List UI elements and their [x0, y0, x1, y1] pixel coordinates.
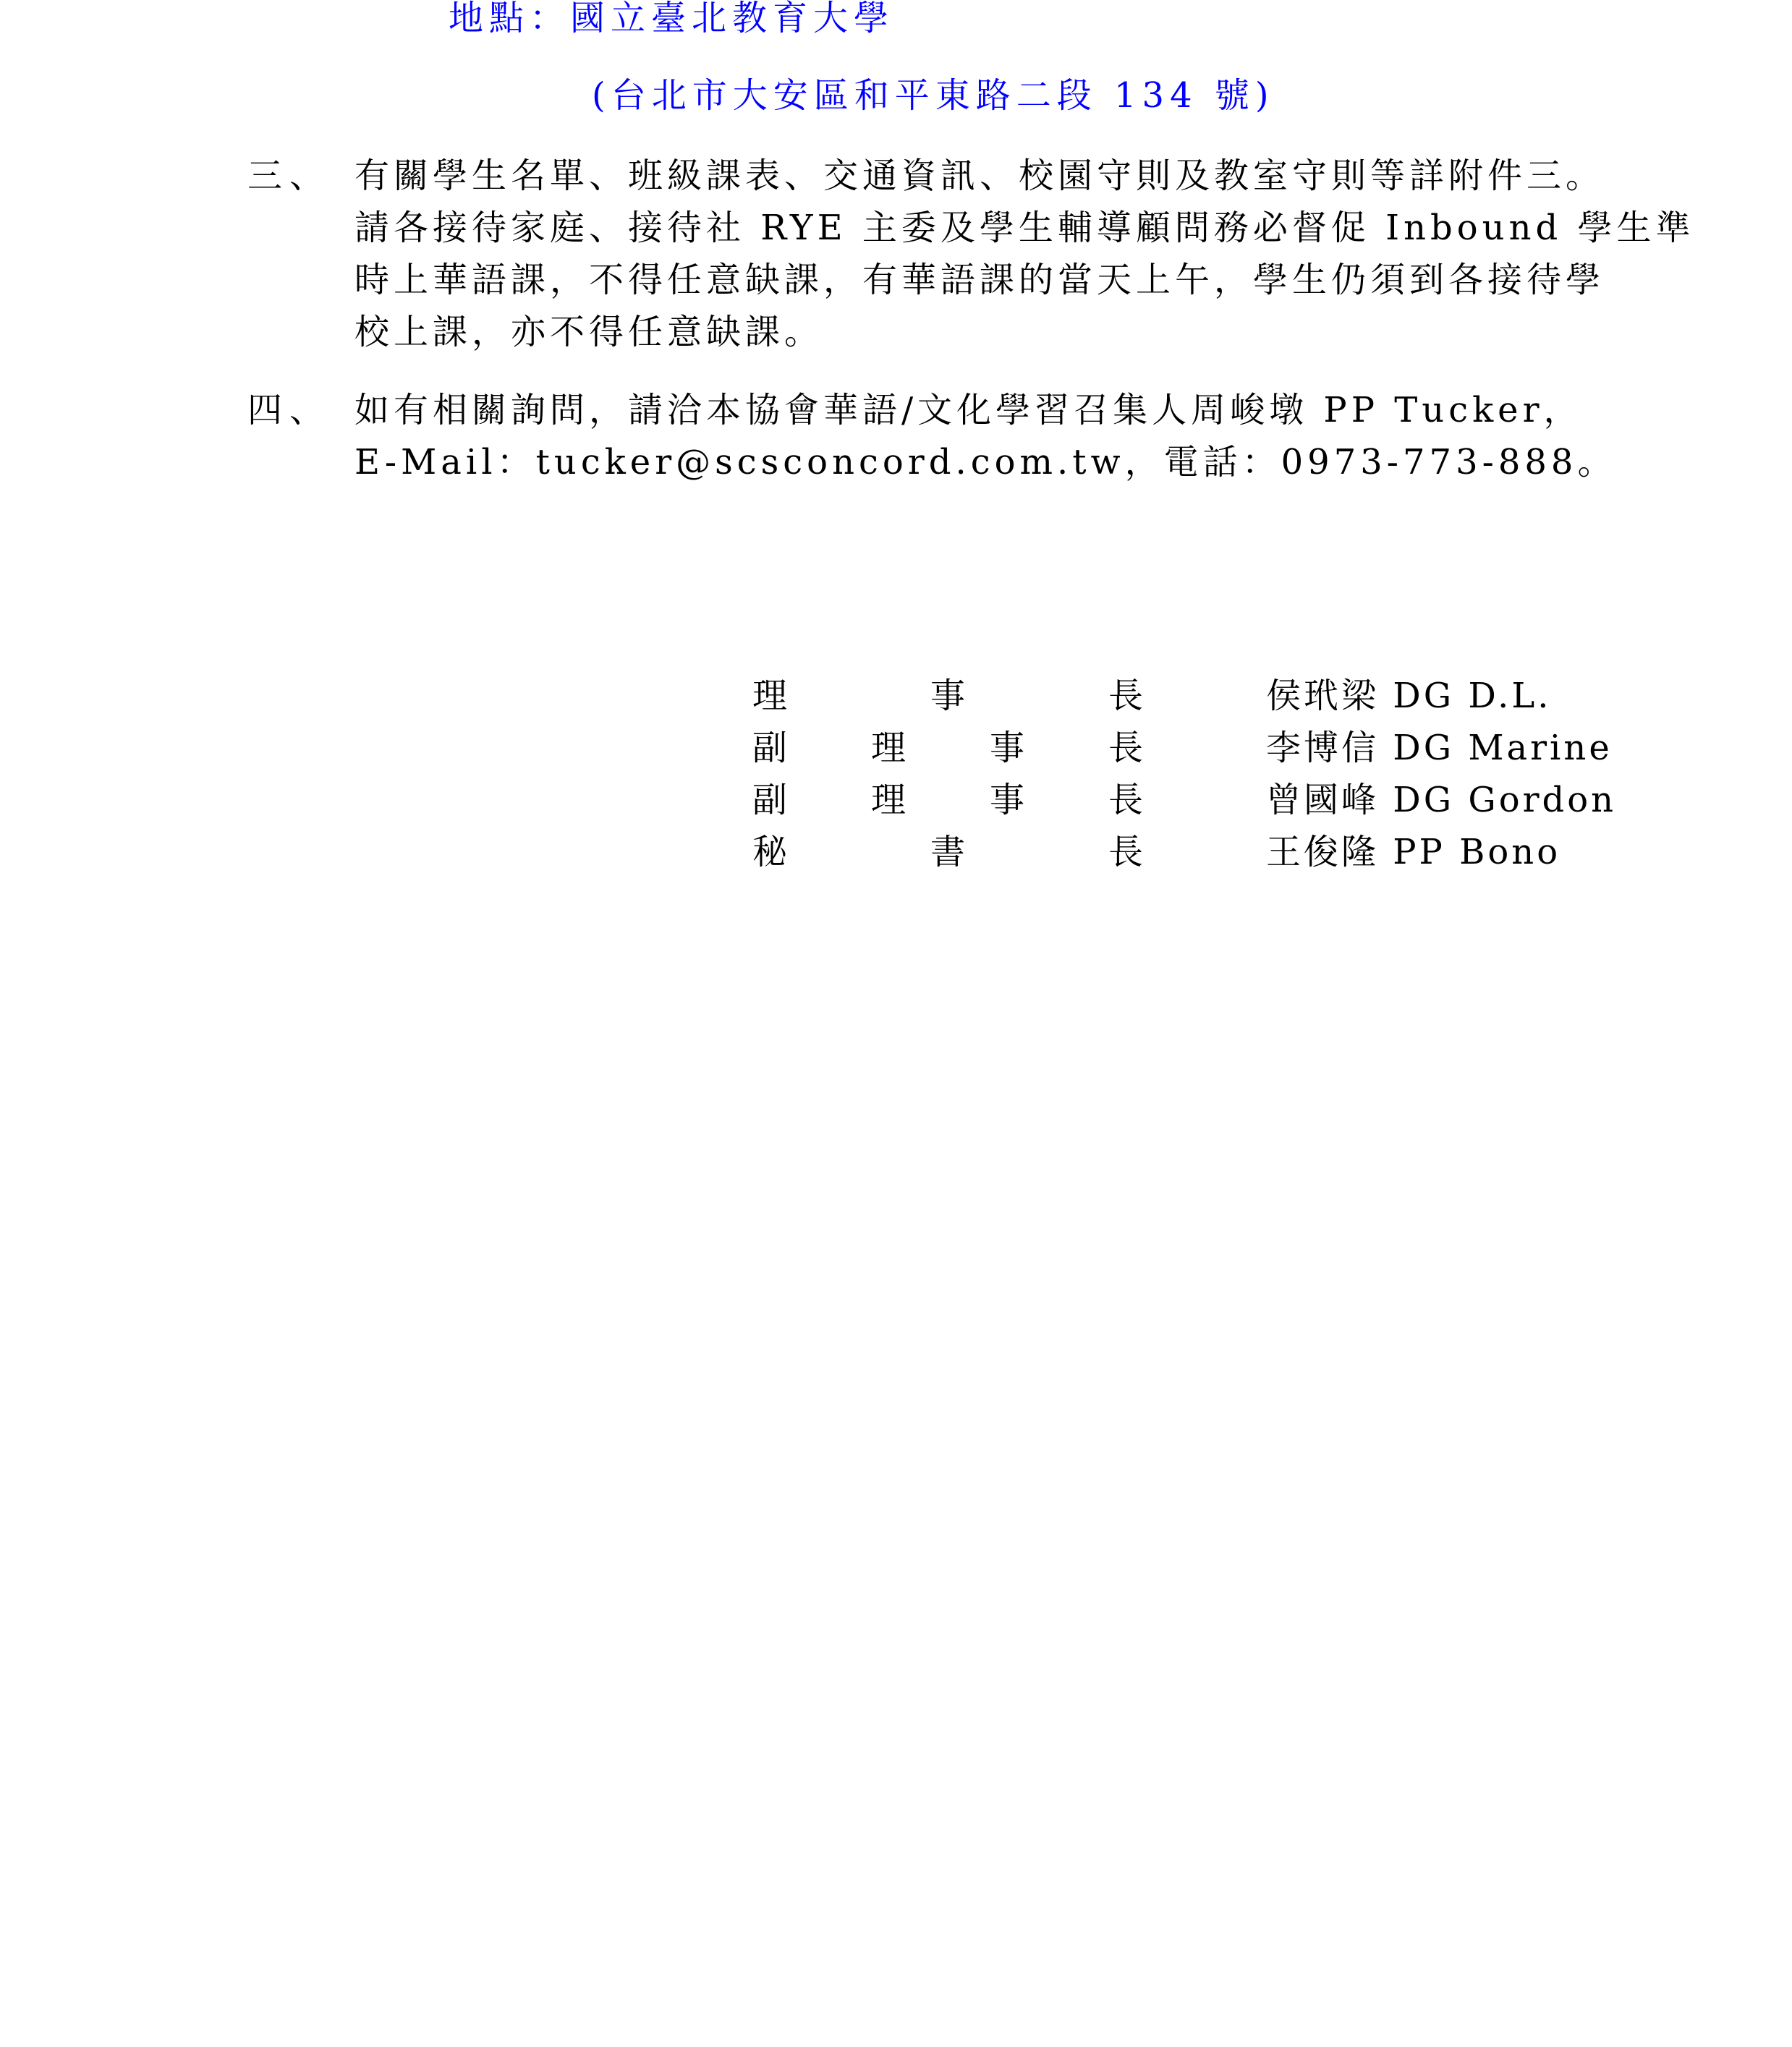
signature-row — [752, 774, 1678, 826]
address-line: (台北市大安區和平東路二段 134 號) — [592, 75, 1275, 116]
title-char: 長 — [1108, 832, 1144, 872]
title-char: 長 — [1108, 780, 1144, 820]
item-text-line: 校上課，亦不得任意缺課。 — [354, 312, 824, 352]
signature-name: 侯玳梁 DG D.L. — [1266, 676, 1552, 716]
item-text-line: 請各接待家庭、接待社 RYE 主委及學生輔導顧問務必督促 Inbound 學生準 — [354, 208, 1695, 248]
signature-name: 王俊隆 PP Bono — [1266, 832, 1561, 872]
signature-title — [752, 670, 1143, 722]
signature-title — [752, 774, 1143, 826]
signature-name: 曾國峰 DG Gordon — [1266, 780, 1617, 820]
title-char: 長 — [1108, 676, 1144, 716]
signature-title — [752, 722, 1143, 774]
signature-title — [752, 826, 1143, 878]
item-text-line: E-Mail：tucker@scsconcord.com.tw，電話：0973-773-888。 — [354, 442, 1617, 482]
title-char: 副 — [752, 728, 788, 768]
signature-row — [752, 670, 1678, 722]
title-char: 書 — [930, 832, 966, 872]
signature-row — [752, 826, 1678, 878]
title-char: 長 — [1108, 728, 1144, 768]
title-char: 事 — [990, 728, 1025, 768]
title-char: 事 — [930, 676, 966, 716]
title-char: 理 — [871, 780, 906, 820]
signature-row — [752, 722, 1678, 774]
item-number: 三、 — [247, 156, 332, 196]
signature-name: 李博信 DG Marine — [1266, 728, 1613, 768]
title-char: 理 — [871, 728, 906, 768]
item-number: 四、 — [247, 390, 332, 430]
item-text-line: 時上華語課，不得任意缺課，有華語課的當天上午，學生仍須到各接待學 — [354, 260, 1605, 300]
item-text-line: 有關學生名單、班級課表、交通資訊、校園守則及教室守則等詳附件三。 — [354, 156, 1605, 196]
item-text — [354, 384, 1642, 488]
title-char: 秘 — [752, 832, 788, 872]
title-char: 事 — [990, 780, 1025, 820]
title-char: 副 — [752, 780, 788, 820]
title-char: 理 — [752, 676, 788, 716]
item-text — [354, 150, 1695, 358]
location-line: 地點：國立臺北教育大學 — [449, 0, 895, 38]
signature-block — [752, 670, 1678, 878]
item-text-line: 如有相關詢問，請洽本協會華語/文化學習召集人周峻墩 PP Tucker， — [354, 390, 1583, 430]
